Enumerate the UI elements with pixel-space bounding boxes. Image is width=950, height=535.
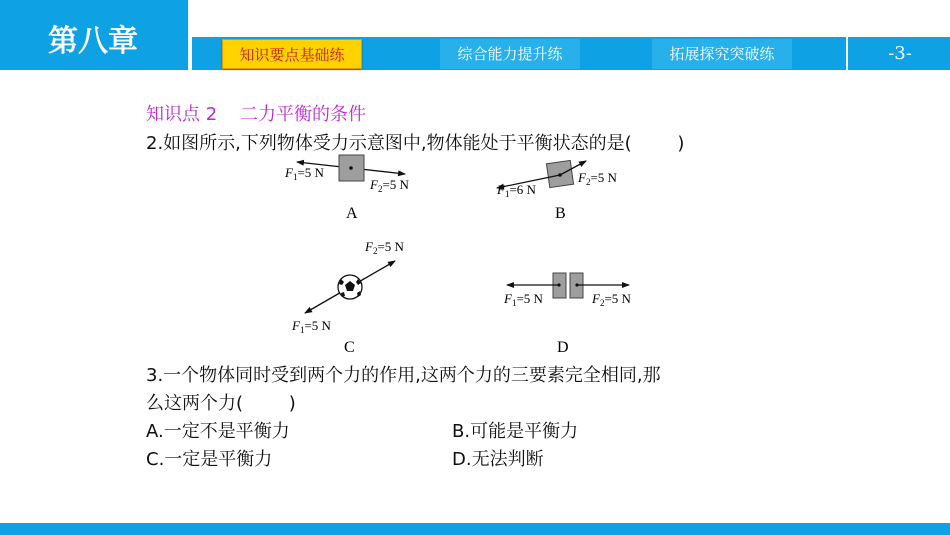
figure-a [284,155,410,222]
option-d: D.无法判断 [452,449,544,470]
figure-c [291,239,405,356]
force-point [349,166,353,170]
tab-ability-improvement[interactable]: 综合能力提升练 [440,39,580,69]
figure-d [503,273,632,356]
tab-basic-practice[interactable]: 知识要点基础练 [222,39,362,69]
option-b: B.可能是平衡力 [452,421,579,442]
force-label-f1: $F_1=6$ N [497,182,536,199]
soccer-ball-object [338,275,362,299]
force-point [575,283,578,286]
knowledge-point-heading: 知识点 2 二力平衡的条件 [146,104,367,125]
figure-label: C [344,339,355,356]
force-point [557,283,560,286]
figure-b [496,160,618,222]
figure-label: B [555,205,566,222]
force-label-f1: $F_1=5$ N [292,318,331,335]
figure-label: A [346,205,358,222]
option-a: A.一定不是平衡力 [146,421,290,442]
question-2-text: 2.如图所示,下列物体受力示意图中,物体能处于平衡状态的是( ) [146,133,685,154]
question-3-line1: 3.一个物体同时受到两个力的作用,这两个力的三要素完全相同,那 [146,365,661,386]
force-label-f2: $F_2=5$ N [592,291,631,308]
force-label-f2: $F_2=5$ N [370,177,409,194]
force-label-f2: $F_2=5$ N [365,239,404,256]
force-label-f1: $F_1=5$ N [504,291,543,308]
force-point [558,173,562,177]
page-number: -3- [888,43,912,64]
tab-extension-breakthrough[interactable]: 拓展探究突破练 [652,39,792,69]
force-label-f1: $F_1=5$ N [285,165,324,182]
question-3-line2: 么这两个力( ) [146,393,296,414]
chapter-title: 第八章 [48,24,138,59]
force-label-f2: $F_2=5$ N [578,170,617,187]
bottom-bar [0,523,950,535]
option-c: C.一定是平衡力 [146,449,273,470]
figure-label: D [557,339,569,356]
